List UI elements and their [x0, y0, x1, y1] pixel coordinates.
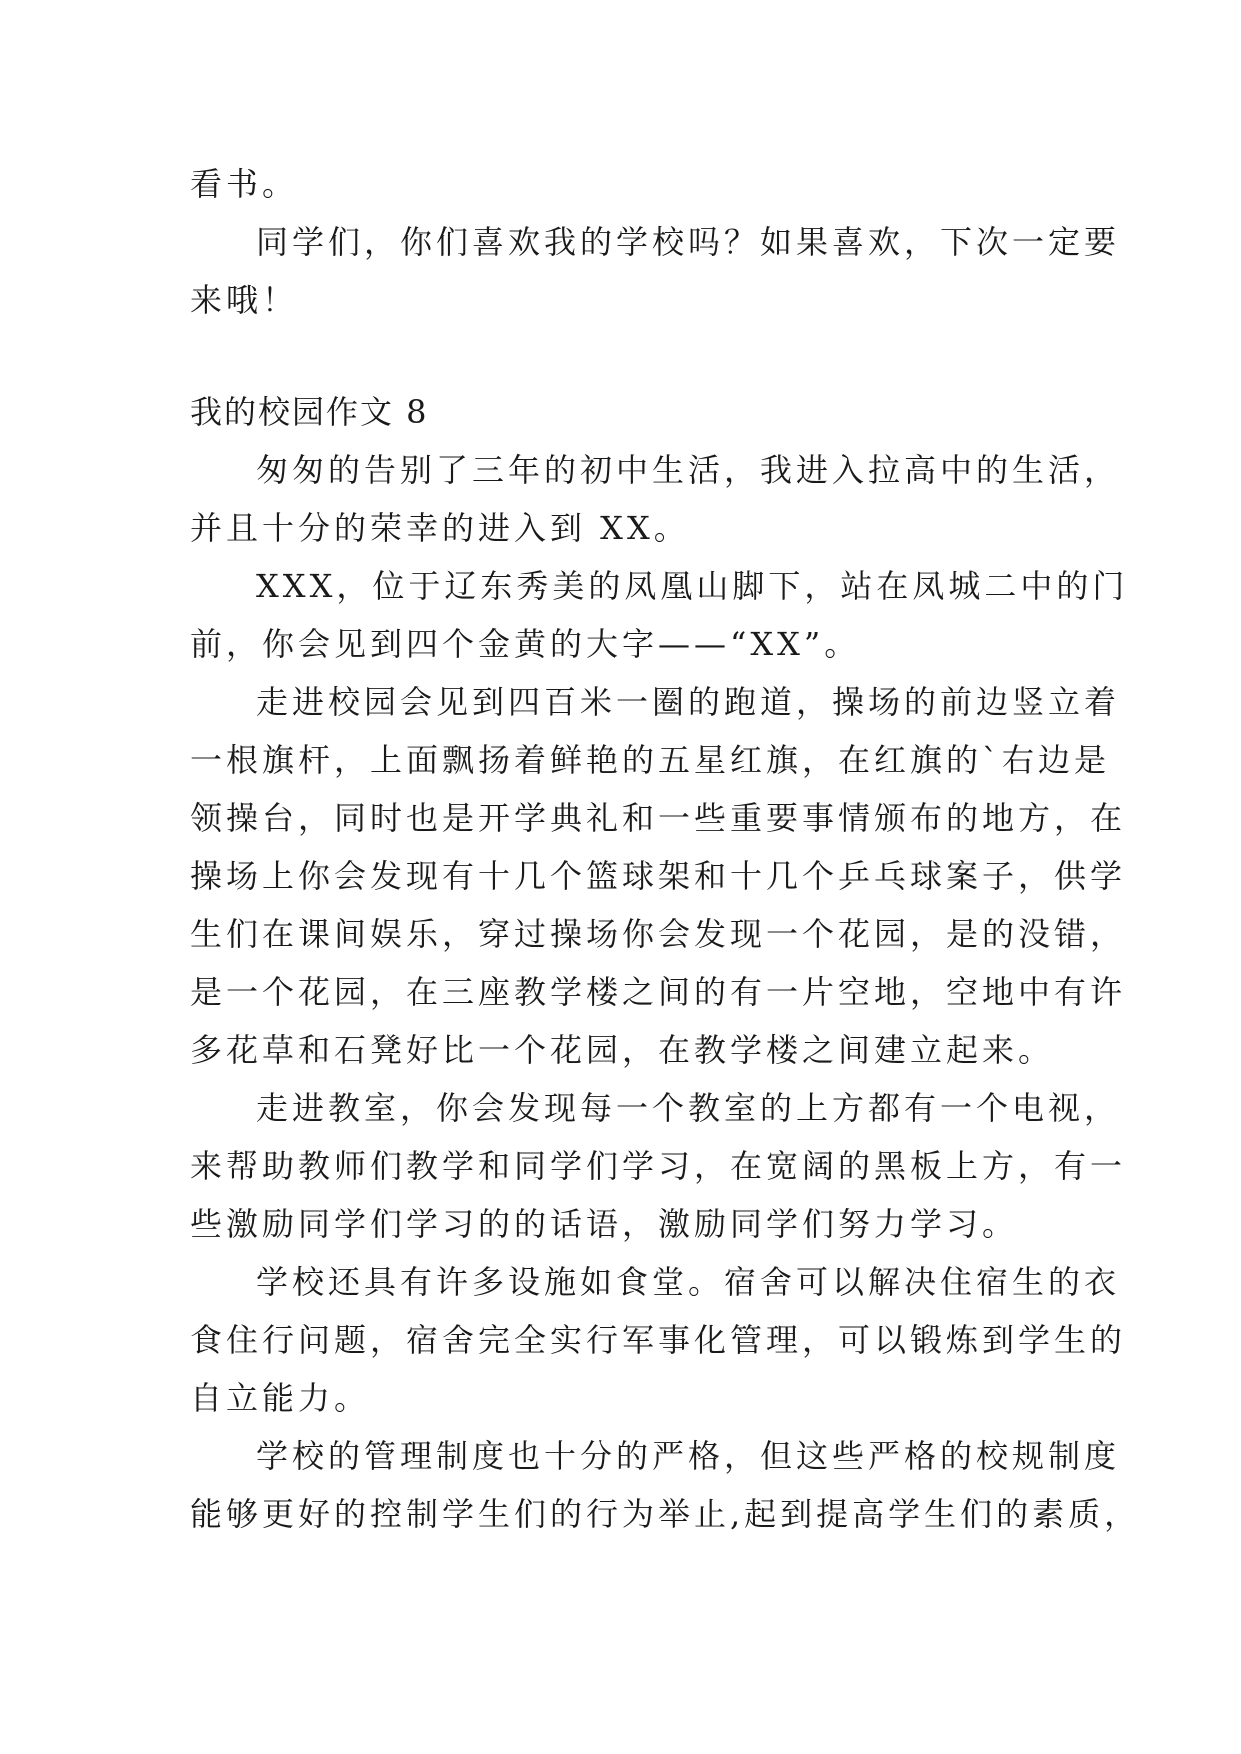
- text-line: 看书。: [190, 165, 299, 203]
- text-line: 来帮助教师们教学和同学们学习，在宽阔的黑板上方，有一: [190, 1147, 1127, 1185]
- text-line: 能够更好的控制学生们的行为举止,起到提高学生们的素质，: [190, 1495, 1141, 1533]
- document-body: [190, 155, 1141, 1543]
- text-line: 同学们，你们喜欢我的学校吗？如果喜欢，下次一定要: [256, 223, 1121, 261]
- text-line: 操场上你会发现有十几个篮球架和十几个乒乓球案子，供学: [190, 857, 1127, 895]
- text-line: 自立能力。: [190, 1379, 371, 1417]
- text-line: 领操台，同时也是开学典礼和一些重要事情颁布的地方，在: [190, 799, 1127, 837]
- text-line: 食住行问题，宿舍完全实行军事化管理，可以锻炼到学生的: [190, 1321, 1127, 1359]
- text-line: 走进教室，你会发现每一个教室的上方都有一个电视，: [256, 1089, 1121, 1127]
- text-line: 学校还具有许多设施如食堂。宿舍可以解决住宿生的衣: [256, 1263, 1121, 1301]
- text-line: 是一个花园，在三座教学楼之间的有一片空地，空地中有许: [190, 973, 1127, 1011]
- text-line: 来哦！: [190, 281, 299, 319]
- text-line: 生们在课间娱乐，穿过操场你会发现一个花园，是的没错，: [190, 915, 1127, 953]
- text-line: XXX，位于辽东秀美的凤凰山脚下，站在凤城二中的门: [256, 567, 1129, 605]
- text-line: 走进校园会见到四百米一圈的跑道，操场的前边竖立着: [256, 683, 1121, 721]
- section-gap: [190, 329, 1060, 383]
- text-line: 前，你会见到四个金黄的大字——“XX”。: [190, 625, 861, 663]
- text-line: 多花草和石凳好比一个花园，在教学楼之间建立起来。: [190, 1031, 1055, 1069]
- text-line: 并且十分的荣幸的进入到 XX。: [190, 509, 690, 547]
- essay-title: 我的校园作文 8: [190, 393, 429, 431]
- text-line: 学校的管理制度也十分的严格，但这些严格的校规制度: [256, 1437, 1121, 1475]
- text-line: 一根旗杆，上面飘扬着鲜艳的五星红旗，在红旗的`右边是: [190, 741, 1111, 779]
- text-line: 些激励同学们学习的的话语，激励同学们努力学习。: [190, 1205, 1019, 1243]
- text-line: 匆匆的告别了三年的初中生活，我进入拉高中的生活，: [256, 451, 1121, 489]
